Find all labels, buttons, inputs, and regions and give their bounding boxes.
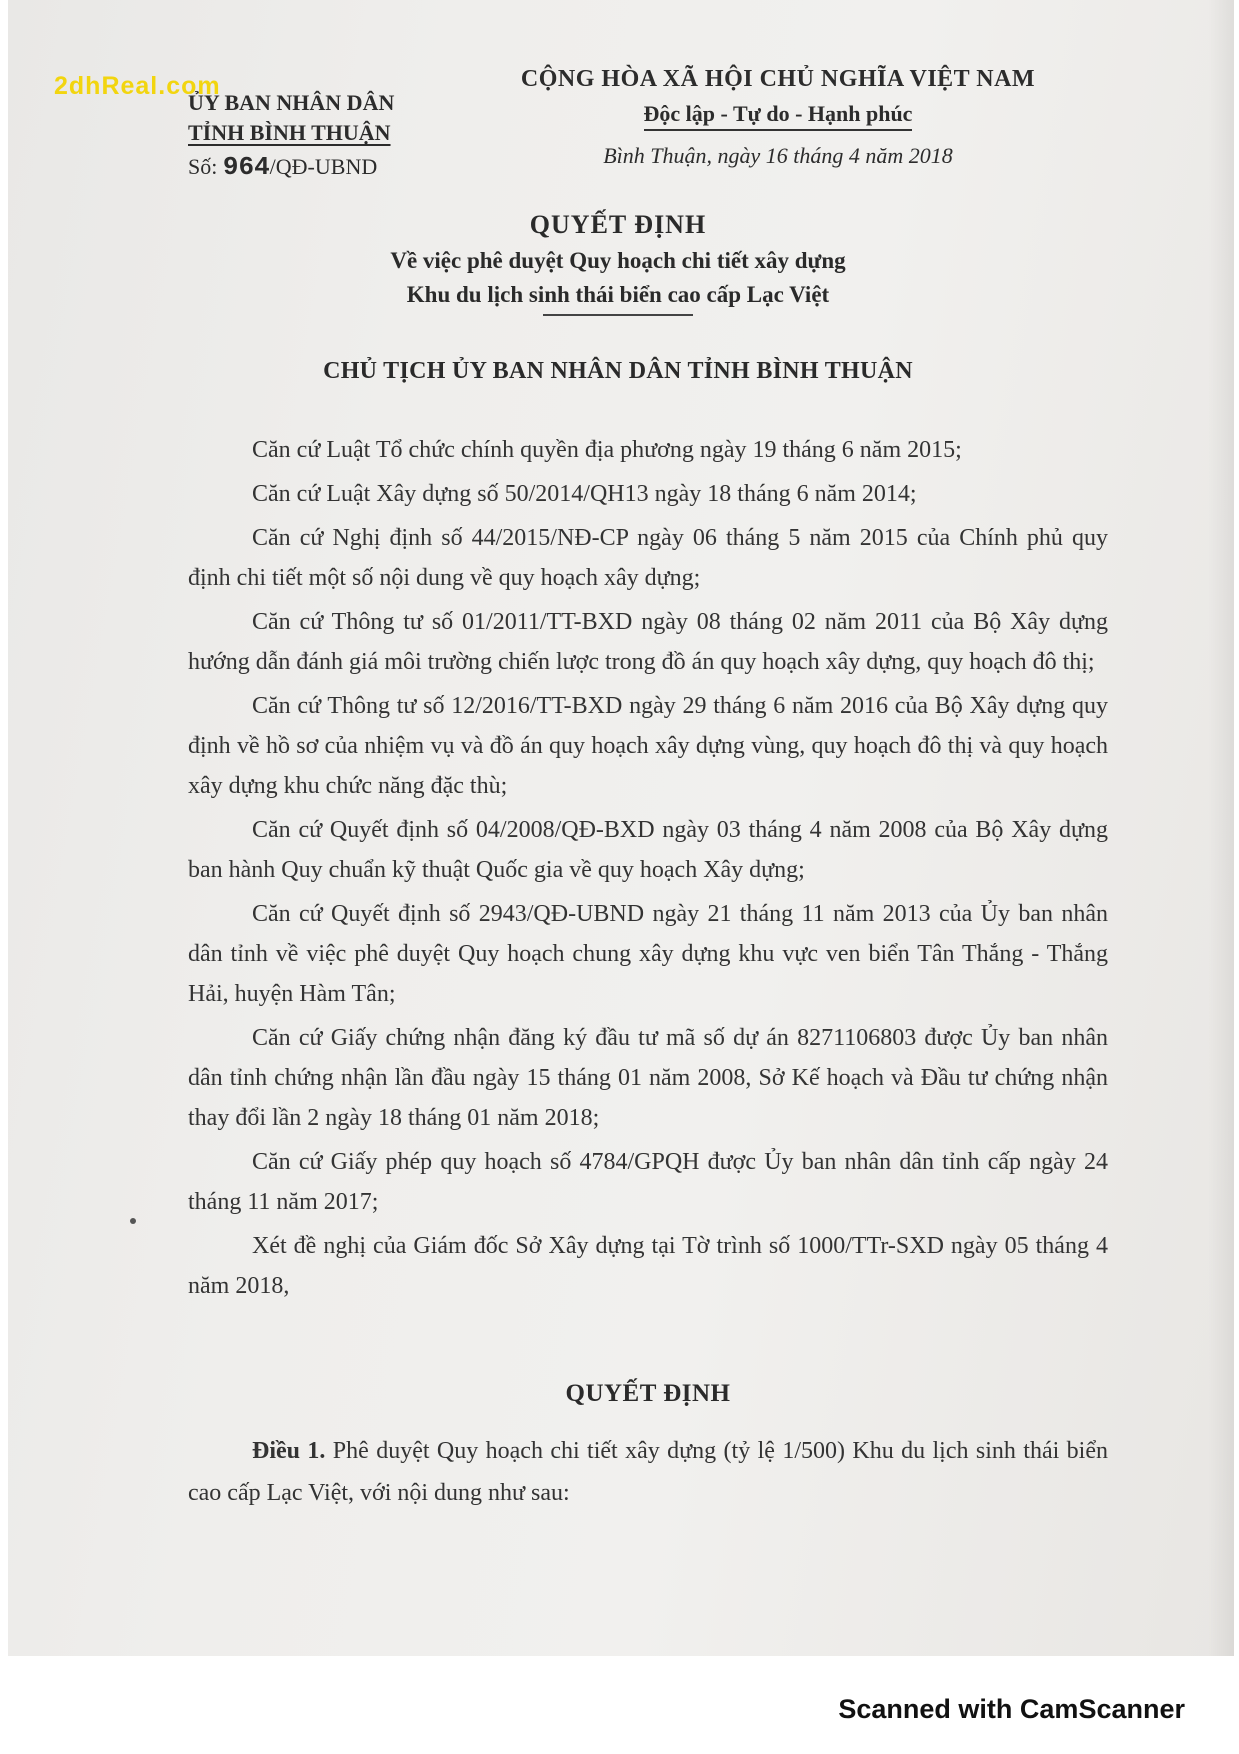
decision-heading: QUYẾT ĐỊNH [565, 1380, 731, 1407]
article-1-text: Phê duyệt Quy hoạch chi tiết xây dựng (tỷ lệ 1/500) Khu du lịch sinh thái biển cao cấp Lạc Việt, với nội dung như sau: [188, 1438, 1109, 1506]
basis-paragraph: Căn cứ Quyết định số 2943/QĐ-UBND ngày 21 tháng 11 năm 2013 của Ủy ban nhân dân tỉnh về việc phê duyệt Quy hoạch chung xây dựng khu vực ven biển Tân Thắng - Thắng Hải, huyện Hàm Tân; [188, 901, 1108, 1007]
document-title: QUYẾT ĐỊNH [529, 210, 707, 239]
basis-paragraph: Căn cứ Giấy chứng nhận đăng ký đầu tư mã số dự án 8271106803 được Ủy ban nhân dân tỉnh chứng nhận lần đầu ngày 15 tháng 01 năm 2008, Sở Kế hoạch và Đầu tư chứng nhận thay đổi lần 2 ngày 18 tháng 01 năm 2018; [188, 1025, 1108, 1131]
article-1 [188, 1430, 1108, 1514]
basis-paragraph: Căn cứ Luật Tổ chức chính quyền địa phương ngày 19 tháng 6 năm 2015; [252, 437, 962, 463]
number-suffix: /QĐ-UBND [269, 154, 378, 179]
legal-basis [188, 430, 1108, 1310]
basis-paragraph: Căn cứ Thông tư số 12/2016/TT-BXD ngày 29 tháng 6 năm 2016 của Bộ Xây dựng quy định về hồ sơ của nhiệm vụ và đồ án quy hoạch xây dựng vùng, quy hoạch đô thị và quy hoạch xây dựng khu chức năng đặc thù; [188, 693, 1108, 799]
basis-paragraph: Xét đề nghị của Giám đốc Sở Xây dựng tại Tờ trình số 1000/TTr-SXD ngày 05 tháng 4 năm 2018, [188, 1233, 1108, 1299]
scanner-footer: Scanned with CamScanner [838, 1694, 1185, 1724]
issue-date: Bình Thuận, ngày 16 tháng 4 năm 2018 [603, 143, 953, 168]
article-1-label: Điều 1. [252, 1438, 326, 1464]
national-title: CỘNG HÒA XÃ HỘI CHỦ NGHĨA VIỆT NAM [520, 66, 1036, 92]
document-number [188, 152, 438, 182]
number-value: 964 [222, 152, 270, 182]
document-subject-1: Về việc phê duyệt Quy hoạch chi tiết xây dựng [390, 248, 846, 273]
basis-paragraph: Căn cứ Thông tư số 01/2011/TT-BXD ngày 08 tháng 02 năm 2011 của Bộ Xây dựng hướng dẫn đánh giá môi trường chiến lược trong đồ án quy hoạch xây dựng, quy hoạch đô thị; [188, 609, 1108, 675]
number-label: Số: [188, 154, 218, 179]
issuer-block [188, 88, 438, 182]
document-subject-2: Khu du lịch sinh thái biển cao cấp Lạc Việt [406, 282, 830, 307]
scanned-page [8, 0, 1234, 1656]
document-title-block [268, 210, 968, 316]
basis-paragraph: Căn cứ Luật Xây dựng số 50/2014/QH13 ngày 18 tháng 6 năm 2014; [252, 481, 917, 507]
authority-heading: CHỦ TỊCH ỦY BAN NHÂN DÂN TỈNH BÌNH THUẬN [323, 358, 913, 384]
basis-paragraph: Căn cứ Quyết định số 04/2008/QĐ-BXD ngày 03 tháng 4 năm 2008 của Bộ Xây dựng ban hành Quy chuẩn kỹ thuật Quốc gia về quy hoạch Xây dựng; [188, 817, 1108, 883]
issuer-line-1: ỦY BAN NHÂN DÂN [188, 90, 395, 115]
issuer-line-2: TỈNH BÌNH THUẬN [188, 120, 391, 145]
basis-paragraph: Căn cứ Nghị định số 44/2015/NĐ-CP ngày 06 tháng 5 năm 2015 của Chính phủ quy định chi tiết một số nội dung về quy hoạch xây dựng; [188, 525, 1108, 591]
national-header [508, 66, 1048, 169]
basis-paragraph: Căn cứ Giấy phép quy hoạch số 4784/GPQH được Ủy ban nhân dân tỉnh cấp ngày 24 tháng 11 năm 2017; [188, 1149, 1108, 1215]
watermark-text: 2dhReal.com [54, 72, 221, 100]
national-motto: Độc lập - Tự do - Hạnh phúc [644, 101, 913, 131]
scan-speck [130, 1218, 136, 1224]
title-divider [543, 314, 693, 316]
